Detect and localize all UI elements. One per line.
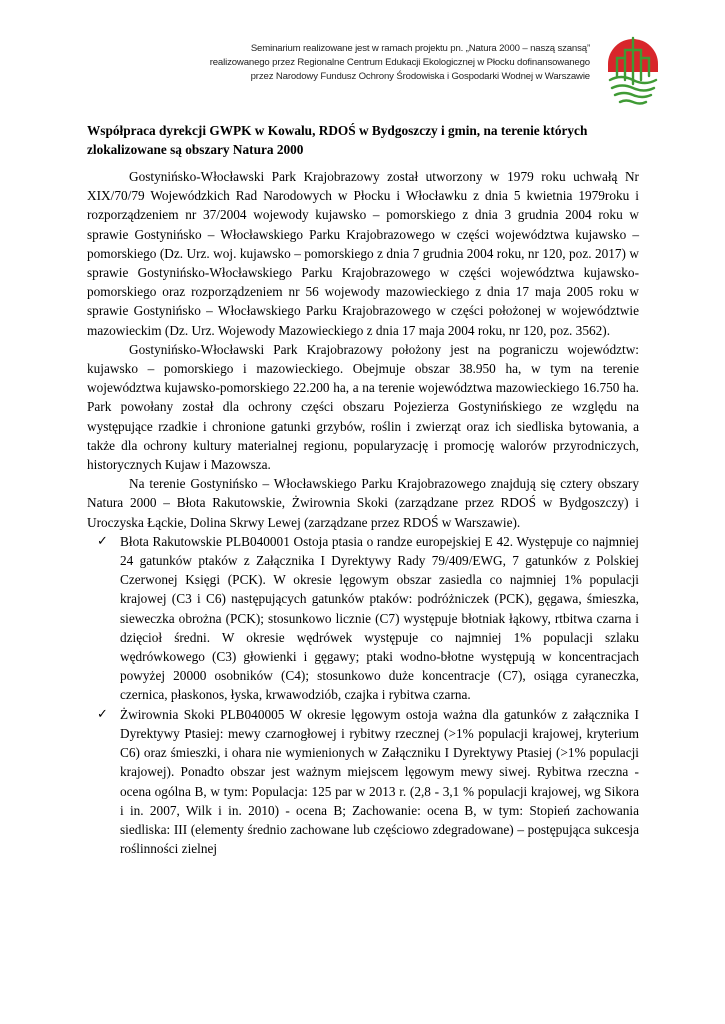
list-item-text: Żwirownia Skoki PLB040005 W okresie lęgowym ostoja ważna dla gatunków z załącznika I Dyrektywy Ptasiej: mewy czarnogłowej i rybitwy rzecznej (>1% populacji krajowej, kryterium C6) oraz śmieszki, i ohara nie wymienionych w Załączniku I Dyrektywy Ptasiej (>1% populacji krajowej). Ponadto obszar jest ważnym miejscem lęgowym mewy siwej. Rybitwa rzeczna - ocena ogólna B, w tym: Populacja: 125 par w 2013 r. (2,8 - 3,1 % populacji krajowej, wg Sikora i in. 2007, Wilk i in. 2010) - ocena B; Zachowanie: ocena B, w tym: Stopień zachowania siedliska: III (elementy średnio zachowane lub częściowo zdegradowane) – postępująca sukcesja roślinności zielnej bbox=[120, 706, 639, 857]
document-body bbox=[87, 121, 639, 858]
document-title: Współpraca dyrekcji GWPK w Kowalu, RDOŚ w Bydgoszczy i gmin, na terenie których zlokalizowane są obszary Natura 2000 bbox=[87, 123, 588, 157]
header-line: realizowanego przez Regionalne Centrum Edukacji Ekologicznej w Płocku dofinansowanego bbox=[209, 57, 590, 69]
paragraph: Na terenie Gostynińsko – Włocławskiego Parku Krajobrazowego znajdują się cztery obszary Natura 2000 – Błota Rakutowskie, Żwirownia Skoki (zarządzane przez RDOŚ w Bydgoszczy) i Uroczyska Łąckie, Dolina Skrwy Lewej (zarządzane przez RDOŚ w Warszawie). bbox=[87, 476, 639, 530]
checkmark-icon: ✓ bbox=[97, 533, 108, 549]
natura-sites-list bbox=[87, 532, 639, 858]
list-item-text: Błota Rakutowskie PLB040001 Ostoja ptasia o randze europejskiej E 42. Występuje co najmniej 24 gatunków ptaków z Załącznika I Dyrektywy Rady 79/409/EWG, 7 gatunków z Polskiej Czerwonej Księgi (PCK). W okresie lęgowym obszar zasiedla co najmniej 1% populacji krajowej (C3 i C6) następujących gatunków ptaków: podróżniczek (PCK), gęgawa, śmieszka, sieweczka obrożna (PCK); stosunkowo licznie (C7) występuje błotniak łąkowy, rtbitwa czarna i dzięcioł średni. W okresie wędrówek występuje co najmniej 1% populacji szlaku wędrówkowego (C3) głowienki i gęgawy; ptaki wodno-błotne występują w koncentracjach powyżej 20000 osobników (C4); stosunkowo duże koncentracje (C7), osiąga cyraneczka, czernica, płaskonos, łyska, krwawodziób, czajka i rybitwa czarna. bbox=[120, 533, 639, 703]
header-line: Seminarium realizowane jest w ramach projektu pn. „Natura 2000 – naszą szansą” bbox=[250, 43, 590, 54]
page-header bbox=[180, 42, 590, 85]
nfosigw-logo-icon bbox=[603, 28, 663, 112]
paragraph: Gostynińsko-Włocławski Park Krajobrazowy został utworzony w 1979 roku uchwałą Nr XIX/70/79 Wojewódzkich Rad Narodowych w Płocku i Włocławku z dnia 5 kwietnia 1979roku i rozporządzeniem nr 37/2004 wojewody kujawsko – pomorskiego z dnia 3 grudnia 2004 roku w sprawie Gostynińsko – Włocławskiego Parku Krajobrazowego w części województwa kujawsko – pomorskiego (Dz. Urz. woj. kujawsko – pomorskiego z dnia 7 grudnia 2004 roku, nr 120, poz. 2017) w sprawie Gostynińsko-Włocławskiego Parku Krajobrazowego w części województwa kujawsko-pomorskiego oraz rozporządzeniem nr 56 wojewody mazowieckiego z dnia 17 maja 2005 roku w sprawie Gostynińsko – Włocławskiego Parku Krajobrazowego w części położonej w województwie mazowieckim (Dz. Urz. Wojewody Mazowieckiego z dnia 17 maja 2004 roku, nr 120, poz. 3562). bbox=[87, 169, 639, 338]
list-item bbox=[87, 532, 639, 705]
list-item bbox=[87, 705, 639, 859]
checkmark-icon: ✓ bbox=[97, 706, 108, 722]
paragraph: Gostynińsko-Włocławski Park Krajobrazowy położony jest na pograniczu województw: kujawsko – pomorskiego i mazowieckiego. Obejmuje obszar 38.950 ha, w tym na terenie województwa kujawsko-pomorskiego 22.200 ha, a na terenie województwa mazowieckiego 16.750 ha. Park powołany został dla ochrony części obszaru Pojezierza Gostynińskiego ze względu na występujące rzadkie i chronione gatunki grzybów, roślin i zwierząt oraz ich siedliska bytowania, a także dla ochrony kultury materialnej regionu, popularyzację i promocję walorów przyrodniczych, historycznych Kujaw i Mazowsza. bbox=[87, 341, 639, 473]
header-line: przez Narodowy Fundusz Ochrony Środowiska i Gospodarki Wodnej w Warszawie bbox=[250, 71, 590, 83]
